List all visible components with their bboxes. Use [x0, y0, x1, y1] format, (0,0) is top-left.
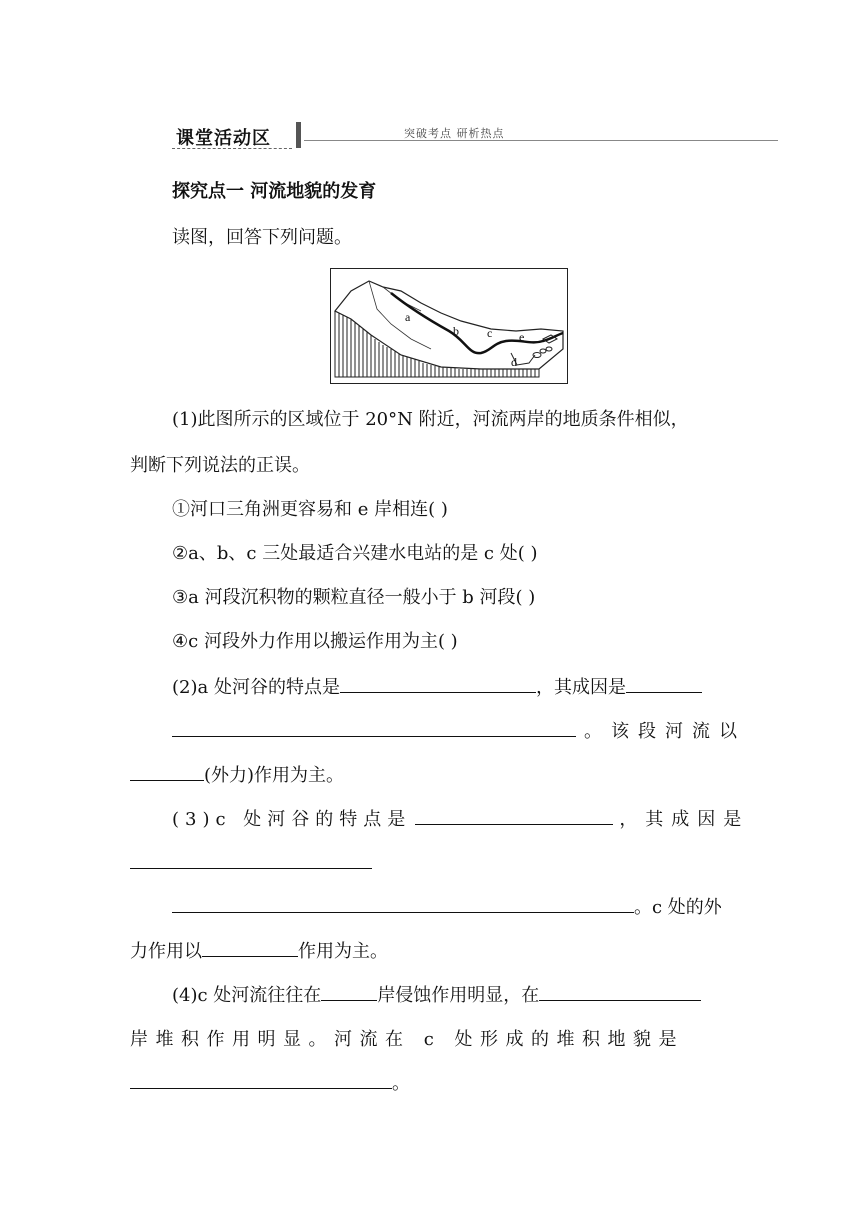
banner-subtitle: 突破考点 研析热点 [404, 127, 505, 140]
q3-answer-blank-3[interactable] [202, 940, 298, 957]
banner-dash-divider [172, 148, 292, 149]
q1-line1: (1)此图所示的区域位于 20°N 附近，河流两岸的地质条件相似， [172, 409, 689, 430]
river-landform-figure [330, 268, 568, 384]
q1-line2: 判断下列说法的正误。 [130, 455, 310, 476]
label-c: c [487, 326, 493, 340]
q2-line2: 。该段河流以 [172, 720, 746, 744]
q1-item-1: ①河口三角洲更容易和 e 岸相连( ) [172, 499, 448, 520]
section-banner [172, 120, 778, 154]
q4-answer-blank-1[interactable] [321, 984, 377, 1001]
q4-answer-blank-2[interactable] [539, 984, 701, 1001]
q3-line1: (3)c 处河谷的特点是 ，其成因是 [172, 809, 750, 830]
q3-line3: 。c 处的外 [172, 896, 722, 920]
banner-title: 课堂活动区 [176, 128, 271, 149]
q3-answer-blank-2-cont[interactable] [172, 896, 634, 913]
q2-line3: (外力)作用为主。 [130, 764, 344, 788]
q4-line1: (4)c 处河流往往在 岸侵蚀作用明显，在 [172, 984, 701, 1008]
label-d: d [511, 355, 517, 369]
q1-item-3: ③a 河段沉积物的颗粒直径一般小于 b 河段( ) [172, 587, 536, 608]
q4-answer-blank-3[interactable] [130, 1072, 392, 1089]
q4-line3: 。 [130, 1072, 410, 1096]
q2-answer-blank-1[interactable] [340, 676, 536, 693]
q3-line4: 力作用以 作用为主。 [130, 941, 388, 962]
q3-line2 [130, 852, 372, 876]
label-b: b [453, 324, 459, 338]
label-a: a [405, 310, 411, 324]
banner-line [304, 140, 778, 141]
q1-item-4: ④c 河段外力作用以搬运作用为主( ) [172, 631, 458, 652]
section-title: 探究点一 河流地貌的发育 [172, 181, 377, 202]
section-intro: 读图，回答下列问题。 [172, 227, 352, 248]
river-diagram [331, 269, 566, 382]
q4-line2: 岸堆积作用明显。河流在 c 处形成的堆积地貌是 [130, 1029, 685, 1050]
q2-answer-blank-2[interactable] [626, 676, 702, 693]
q2-answer-blank-2-cont[interactable] [172, 720, 576, 737]
q2-answer-blank-3[interactable] [130, 764, 204, 781]
q1-item-2: ②a、b、c 三处最适合兴建水电站的是 c 处( ) [172, 543, 538, 564]
q2-line1: (2)a 处河谷的特点是 ，其成因是 [172, 676, 702, 700]
label-e: e [519, 330, 525, 344]
q3-answer-blank-2[interactable] [130, 852, 372, 869]
banner-bar [296, 122, 301, 148]
q3-answer-blank-1[interactable] [415, 808, 613, 825]
